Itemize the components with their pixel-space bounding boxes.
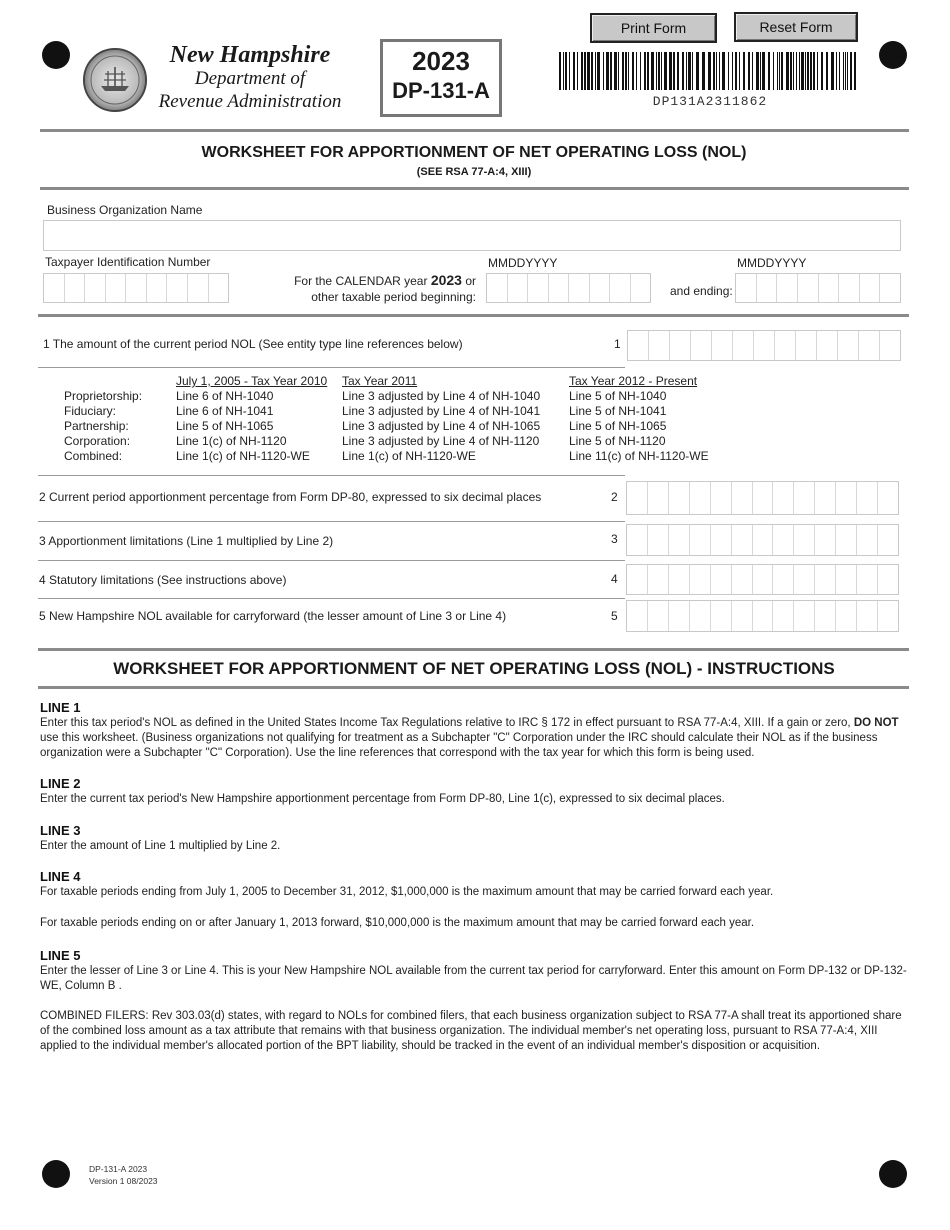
barcode-bar xyxy=(768,52,770,90)
barcode-bar xyxy=(719,52,720,90)
barcode-number: DP131A2311862 xyxy=(652,94,768,109)
barcode-bar xyxy=(677,52,679,90)
barcode-bar xyxy=(591,52,593,90)
barcode-bar xyxy=(559,52,561,90)
divider xyxy=(38,367,625,368)
calendar-year-text: For the CALENDAR year 2023 or other taxable period beginning: xyxy=(294,272,476,304)
barcode-bar xyxy=(581,52,583,90)
tin-input[interactable] xyxy=(43,273,229,303)
barcode-bar xyxy=(807,52,809,90)
form-subtitle: (SEE RSA 77-A:4, XIII) xyxy=(416,166,532,178)
barcode-bar xyxy=(563,52,564,90)
barcode-bar xyxy=(610,52,612,90)
barcode-bar xyxy=(658,52,660,90)
barcode-bar xyxy=(777,52,778,90)
form-year: 2023 xyxy=(412,46,470,76)
barcode-bar xyxy=(682,52,684,90)
line-2-label: 2 Current period apportionment percentage from Form DP-80, expressed to six decimal places xyxy=(39,490,542,504)
reference-column-2012-present: Tax Year 2012 - Present Line 5 of NH-1040 Line 5 of NH-1041 Line 5 of NH-1065 Line 5 of NH-1120 Line 11(c) of NH-1120-WE xyxy=(569,374,709,463)
barcode-bar xyxy=(628,52,629,90)
state-seal-icon xyxy=(83,48,147,112)
line-3-label: 3 Apportionment limitations (Line 1 multiplied by Line 2) xyxy=(39,534,334,548)
barcode-bar xyxy=(779,52,780,90)
barcode-bar xyxy=(569,52,570,90)
barcode-bar xyxy=(688,52,691,90)
barcode-bar xyxy=(686,52,687,90)
barcode-bar xyxy=(773,52,774,90)
form-code: DP-131-A xyxy=(392,78,490,103)
combined-filers-note: COMBINED FILERS: Rev 303.03(d) states, with regard to NOLs for combined filers, that each business organization subject to RSA 77-A shall treat its apportioned share of the combined loss amount as a tax attribute that remains with that business organization. The individual member's net operating loss, pursuant to RSA 77-A:4, XIII applied to the individual member's allocated portion of the BPT liability, should be tracked in the event of an individual member's disposition or acquisition. xyxy=(40,1010,902,1052)
barcode-bar xyxy=(708,52,711,90)
form-title: WORKSHEET FOR APPORTIONMENT OF NET OPERATING LOSS (NOL) xyxy=(201,144,747,161)
barcode-bar xyxy=(843,52,844,90)
divider xyxy=(38,475,625,476)
divider xyxy=(38,560,625,561)
barcode-bar xyxy=(813,52,815,90)
barcode-bar xyxy=(716,52,717,90)
end-date-input[interactable] xyxy=(735,273,901,303)
instructions-title: WORKSHEET FOR APPORTIONMENT OF NET OPERATING LOSS (NOL) - INSTRUCTIONS xyxy=(113,659,835,678)
registration-mark xyxy=(879,41,907,69)
barcode-bar xyxy=(762,52,765,90)
barcode-bar xyxy=(618,52,619,90)
instruction-line-1: LINE 1 Enter this tax period's NOL as defined in the United States Income Tax Regulations relative to IRC § 172 in effect pursuant to RSA 77-A:4, XIII. If a gain or zero, DO NOT use this worksheet. (Business organizations not qualifying for treatment as a Subchapter "C" Corporation under the IRC should calculate their NOL as if the business organization were a Subchapter "C" Corporation). Use the line references that correspond with the tax year for which this form is being used. xyxy=(40,700,899,759)
barcode-bar xyxy=(636,52,637,90)
barcode-bar xyxy=(722,52,725,90)
barcode-bar xyxy=(614,52,617,90)
barcode-bar xyxy=(836,52,837,90)
barcode-bar xyxy=(587,52,590,90)
barcode-bar xyxy=(692,52,693,90)
line-3-input[interactable] xyxy=(626,524,899,556)
line-3-number: 3 xyxy=(611,532,618,546)
line-1-input[interactable] xyxy=(627,330,901,361)
barcode-bar xyxy=(817,52,818,90)
barcode-bar xyxy=(597,52,600,90)
line-4-label: 4 Statutory limitations (See instructions above) xyxy=(39,573,287,587)
barcode-bar xyxy=(595,52,596,90)
barcode-bar xyxy=(748,52,750,90)
line-4-number: 4 xyxy=(611,572,618,586)
barcode-bar xyxy=(801,52,804,90)
barcode-bar xyxy=(577,52,578,90)
line-4-input[interactable] xyxy=(626,564,899,595)
barcode-bar xyxy=(622,52,624,90)
divider xyxy=(38,686,909,689)
barcode-bar xyxy=(565,52,567,90)
barcode-bar xyxy=(584,52,586,90)
line-1-number: 1 xyxy=(614,337,621,351)
barcode-bar xyxy=(651,52,654,90)
barcode-bar xyxy=(799,52,800,90)
org-name-label: Business Organization Name xyxy=(47,203,203,217)
line-5-label: 5 New Hampshire NOL available for carryforward (the lesser amount of Line 3 or Line 4) xyxy=(39,609,507,623)
barcode-bar xyxy=(826,52,828,90)
instruction-line-4: LINE 4 For taxable periods ending from July 1, 2005 to December 31, 2012, $1,000,000 is the maximum amount that may be carried forward each year. For taxable periods ending on or after January 1, 2013 forward, $10,000,000 is the maximum amount that may be carried forward each year. xyxy=(40,869,774,929)
reset-form-button[interactable]: Reset Form xyxy=(734,12,858,42)
barcode-bar xyxy=(831,52,834,90)
barcode-bar xyxy=(728,52,729,90)
barcode-bar xyxy=(839,52,840,90)
org-name-input[interactable] xyxy=(43,220,901,251)
barcode-bar xyxy=(702,52,705,90)
barcode-bar xyxy=(850,52,852,90)
tin-label: Taxpayer Identification Number xyxy=(45,255,211,269)
barcode-bar xyxy=(640,52,641,90)
barcode-bar xyxy=(669,52,672,90)
instruction-line-3: LINE 3 Enter the amount of Line 1 multiplied by Line 2. xyxy=(40,823,281,852)
barcode-bar xyxy=(752,52,753,90)
instruction-line-2: LINE 2 Enter the current tax period's New Hampshire apportionment percentage from Form DP-80, Line 1(c), expressed to six decimal places. xyxy=(40,776,725,805)
department-name: New Hampshire Department of Revenue Administration xyxy=(158,42,342,112)
barcode-bar xyxy=(661,52,662,90)
form-id-box xyxy=(380,39,502,117)
barcode-bar xyxy=(647,52,649,90)
barcode-bar xyxy=(739,52,740,90)
barcode-bar xyxy=(756,52,759,90)
barcode-bar xyxy=(732,52,733,90)
divider xyxy=(38,648,909,651)
reference-column-2011: Tax Year 2011 Line 3 adjusted by Line 4 of NH-1040 Line 3 adjusted by Line 4 of NH-1041 Line 3 adjusted by Line 4 of NH-1065 Line 3 adjusted by Line 4 of NH-1120 Line 1(c) of NH-1120-WE xyxy=(342,374,541,463)
barcode-bar xyxy=(664,52,667,90)
barcode-bar xyxy=(810,52,812,90)
barcode-bar xyxy=(793,52,794,90)
barcode-bar xyxy=(625,52,627,90)
barcode-bar xyxy=(606,52,609,90)
barcode-bar xyxy=(796,52,797,90)
barcode-bar xyxy=(845,52,846,90)
barcode-bar xyxy=(735,52,737,90)
barcode-bar xyxy=(847,52,848,90)
line-2-input[interactable] xyxy=(626,481,899,515)
end-date-label: and ending: xyxy=(670,284,733,298)
barcode-bar xyxy=(805,52,806,90)
print-form-button[interactable]: Print Form xyxy=(590,13,717,43)
line-1-label: 1 The amount of the current period NOL (See entity type line references below) xyxy=(43,337,463,351)
divider xyxy=(38,314,909,317)
registration-mark xyxy=(42,1160,70,1188)
barcode-bar xyxy=(673,52,675,90)
barcode-bar xyxy=(573,52,575,90)
barcode-bar xyxy=(696,52,699,90)
form-footer: DP-131-A 2023 Version 1 08/2023 xyxy=(89,1164,158,1186)
barcode-bar xyxy=(632,52,634,90)
barcode-bar xyxy=(854,52,856,90)
registration-mark xyxy=(42,41,70,69)
instruction-line-5: LINE 5 Enter the lesser of Line 3 or Line 4. This is your New Hampshire NOL available from the current tax period for carryforward. Enter this amount on Form DP-132 or DP-132-WE, Column B . xyxy=(40,948,907,992)
barcode-bar xyxy=(760,52,761,90)
barcode-bar xyxy=(790,52,792,90)
barcode-bar xyxy=(644,52,646,90)
barcode-bar xyxy=(713,52,715,90)
barcode-bar xyxy=(603,52,604,90)
barcode xyxy=(559,52,861,90)
divider xyxy=(38,521,625,522)
end-date-format: MMDDYYYY xyxy=(737,256,807,270)
barcode-bar xyxy=(743,52,745,90)
barcode-bar xyxy=(821,52,823,90)
line-5-input[interactable] xyxy=(626,600,899,632)
entity-list: Proprietorship: Fiduciary: Partnership: Corporation: Combined: xyxy=(64,389,143,463)
reference-column-2005-2010: July 1, 2005 - Tax Year 2010 Line 6 of NH-1040 Line 6 of NH-1041 Line 5 of NH-1065 Line 1(c) of NH-1120 Line 1(c) of NH-1120-WE xyxy=(176,374,328,463)
divider xyxy=(40,187,909,190)
barcode-bar xyxy=(781,52,783,90)
line-5-number: 5 xyxy=(611,609,618,623)
divider xyxy=(38,598,625,599)
begin-date-input[interactable] xyxy=(486,273,651,303)
barcode-bar xyxy=(786,52,789,90)
begin-date-format: MMDDYYYY xyxy=(488,256,558,270)
registration-mark xyxy=(879,1160,907,1188)
line-2-number: 2 xyxy=(611,490,618,504)
divider xyxy=(40,129,909,132)
barcode-bar xyxy=(656,52,657,90)
